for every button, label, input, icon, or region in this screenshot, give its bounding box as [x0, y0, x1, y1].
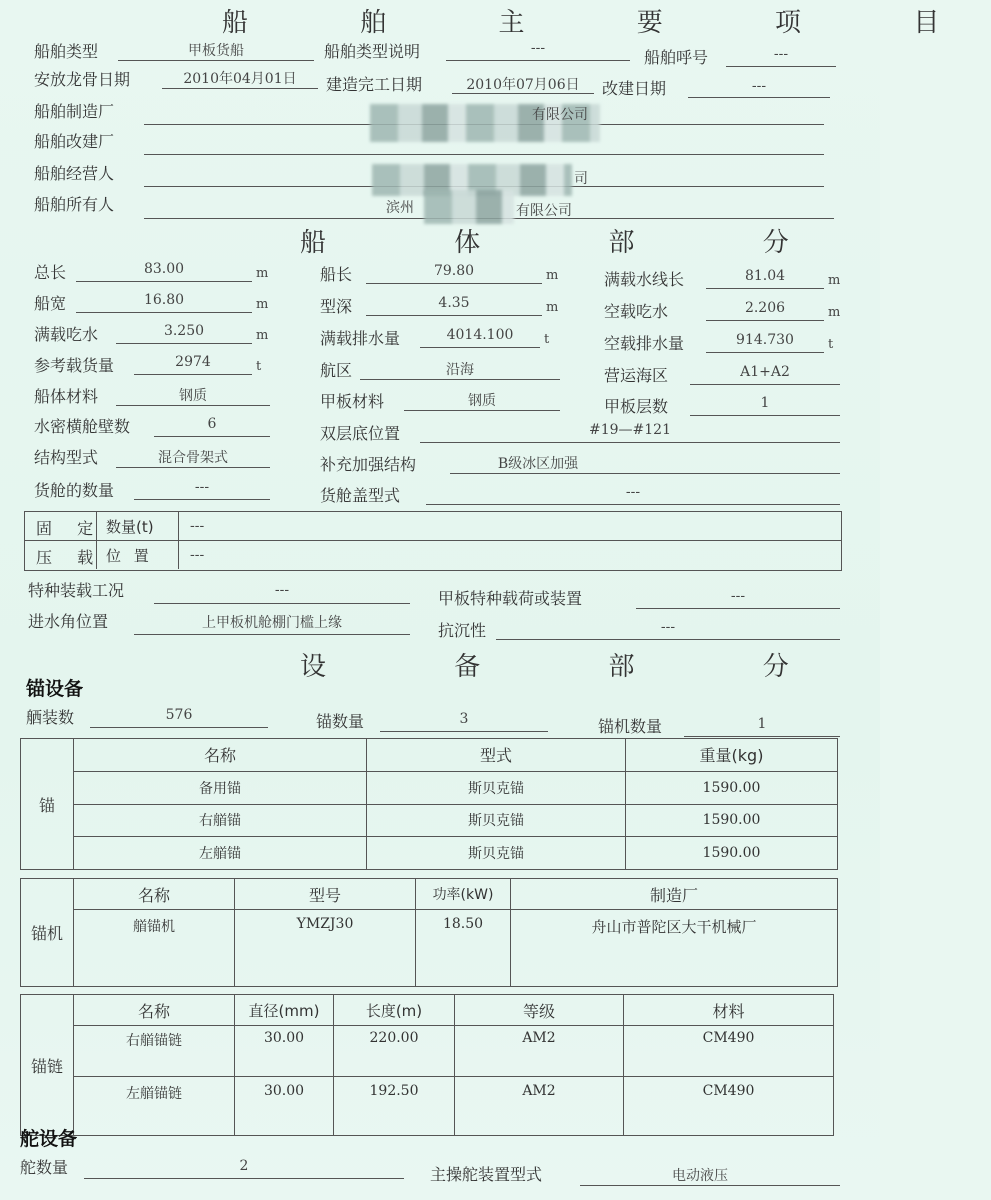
type-desc-label: 船舶类型说明 — [324, 42, 421, 61]
ballast-label-1: 固 定 — [36, 519, 104, 538]
light-draft-label: 空载吃水 — [604, 302, 669, 321]
loa-value: 83.00 — [143, 261, 185, 277]
completion-value: 2010年07月06日 — [466, 77, 580, 93]
ballast-pos-label: 位 置 — [106, 547, 153, 565]
full-draft-unit: m — [256, 328, 269, 343]
windlass-col-maker: 制造厂 — [511, 879, 838, 910]
light-draft-unit: m — [828, 305, 841, 320]
ballast-qty-label: 数量(t) — [106, 518, 154, 536]
nav-area-value: 沿海 — [446, 362, 474, 378]
depth-value: 4.35 — [438, 295, 470, 311]
anchor-col-weight: 重量(kg) — [626, 739, 838, 772]
windlass-col-model: 型号 — [235, 879, 416, 910]
chain-grade: AM2 — [455, 1026, 624, 1077]
light-disp-value: 914.730 — [736, 332, 794, 348]
ship-type-value: 甲板货船 — [188, 43, 244, 59]
structure-label: 结构型式 — [34, 448, 99, 467]
owner-label: 船舶所有人 — [34, 195, 115, 214]
double-bottom-label: 双层底位置 — [320, 424, 401, 443]
beam-value: 16.80 — [143, 292, 185, 308]
lwl-unit: m — [828, 273, 841, 288]
table-row — [21, 1077, 834, 1136]
chain-col-name: 名称 — [74, 995, 235, 1026]
holds-value: --- — [194, 479, 210, 495]
redacted-owner — [424, 190, 514, 224]
full-disp-unit: t — [544, 332, 550, 347]
outfit-label: 舾装数 — [26, 708, 75, 727]
anchor-name: 备用锚 — [74, 771, 367, 804]
outfit-value: 576 — [165, 707, 193, 723]
deck-layers-label: 甲板层数 — [604, 397, 669, 416]
anchor-table-label: 锚 — [21, 739, 74, 870]
chain-length: 220.00 — [334, 1026, 455, 1077]
chain-col-grade: 等级 — [455, 995, 624, 1026]
deck-mat-label: 甲板材料 — [320, 392, 385, 411]
call-sign-label: 船舶呼号 — [644, 48, 709, 67]
table-row — [21, 804, 838, 837]
depth-unit: m — [546, 300, 559, 315]
windlass-maker: 舟山市普陀区大干机械厂 — [511, 910, 838, 987]
light-draft-value: 2.206 — [744, 300, 786, 316]
full-disp-label: 满载排水量 — [320, 329, 401, 348]
table-row — [21, 910, 838, 987]
builder-label: 船舶制造厂 — [34, 102, 115, 121]
chain-table — [20, 994, 834, 1136]
light-disp-unit: t — [828, 337, 834, 352]
chain-material: CM490 — [624, 1026, 834, 1077]
chain-name: 左艏锚链 — [74, 1077, 235, 1136]
windlass-count-value: 1 — [757, 716, 767, 732]
length-label: 船长 — [320, 265, 353, 284]
deck-special-label: 甲板特种载荷或装置 — [438, 589, 583, 608]
chain-col-length: 长度(m) — [334, 995, 455, 1026]
chain-length: 192.50 — [334, 1077, 455, 1136]
reinforce-value: B级冰区加强 — [497, 456, 579, 472]
full-draft-value: 3.250 — [163, 323, 205, 339]
depth-label: 型深 — [320, 297, 353, 316]
ref-cargo-label: 参考载货量 — [34, 356, 115, 375]
anchor-weight: 1590.00 — [626, 804, 838, 837]
anchor-col-type: 型式 — [367, 739, 626, 772]
chain-diameter: 30.00 — [235, 1026, 334, 1077]
call-sign-value: --- — [773, 46, 789, 62]
windlass-model: YMZJ30 — [235, 910, 416, 987]
antisink-value: --- — [660, 619, 676, 635]
beam-unit: m — [256, 297, 269, 312]
op-sea-label: 营运海区 — [604, 366, 669, 385]
operator-suffix: 司 — [574, 171, 588, 187]
ballast-pos-value: --- — [190, 547, 205, 563]
anchor-section-label: 锚设备 — [26, 678, 84, 700]
hull-mat-label: 船体材料 — [34, 387, 99, 406]
anchor-count-label: 锚数量 — [316, 712, 365, 731]
operator-label: 船舶经营人 — [34, 164, 115, 183]
flood-label: 进水角位置 — [28, 612, 109, 631]
deck-mat-value: 钢质 — [468, 393, 496, 409]
antisink-label: 抗沉性 — [438, 621, 487, 640]
rudder-count-value: 2 — [239, 1158, 249, 1174]
lwl-label: 满载水线长 — [604, 270, 685, 289]
chain-table-label: 锚链 — [21, 995, 74, 1136]
length-unit: m — [546, 268, 559, 283]
anchor-type: 斯贝克锚 — [367, 837, 626, 870]
full-disp-value: 4014.100 — [446, 327, 514, 343]
anchor-name: 左艏锚 — [74, 837, 367, 870]
bulkheads-value: 6 — [207, 416, 217, 432]
table-row — [21, 837, 838, 870]
structure-value: 混合骨架式 — [158, 450, 228, 466]
ref-cargo-unit: t — [256, 359, 262, 374]
equipment-title: 设 备 部 分 — [300, 652, 849, 682]
anchor-weight: 1590.00 — [626, 837, 838, 870]
deck-layers-value: 1 — [760, 395, 770, 411]
ship-type-label: 船舶类型 — [34, 42, 99, 61]
light-disp-label: 空载排水量 — [604, 334, 685, 353]
windlass-table-label: 锚机 — [21, 879, 74, 987]
type-desc-value: --- — [530, 40, 546, 56]
windlass-power: 18.50 — [416, 910, 511, 987]
chain-col-material: 材料 — [624, 995, 834, 1026]
anchor-name: 右艏锚 — [74, 804, 367, 837]
windlass-col-name: 名称 — [74, 879, 235, 910]
rebuild-value: --- — [751, 78, 767, 94]
holds-label: 货舱的数量 — [34, 481, 115, 500]
reinforce-label: 补充加强结构 — [320, 455, 417, 474]
windlass-col-power: 功率(kW) — [416, 879, 511, 910]
chain-diameter: 30.00 — [235, 1077, 334, 1136]
special-load-value: --- — [274, 582, 290, 598]
chain-material: CM490 — [624, 1077, 834, 1136]
main-title: 船 舶 主 要 项 目 — [222, 8, 991, 38]
ref-cargo-value: 2974 — [175, 354, 211, 370]
owner-suffix: 有限公司 — [516, 203, 572, 219]
keel-date-label: 安放龙骨日期 — [34, 70, 131, 89]
ballast-label-2: 压 载 — [36, 548, 104, 567]
hatch-label: 货舱盖型式 — [320, 486, 401, 505]
double-bottom-value: #19—#121 — [589, 422, 671, 438]
table-row — [21, 1026, 834, 1077]
rebuild-label: 改建日期 — [602, 79, 667, 98]
completion-label: 建造完工日期 — [326, 75, 423, 94]
length-value: 79.80 — [433, 263, 475, 279]
anchor-table — [20, 738, 838, 870]
table-row — [21, 771, 838, 804]
keel-date-value: 2010年04月01日 — [183, 71, 297, 87]
anchor-weight: 1590.00 — [626, 771, 838, 804]
steering-gear-value: 电动液压 — [672, 1168, 728, 1184]
chain-grade: AM2 — [455, 1077, 624, 1136]
chain-col-diameter: 直径(mm) — [235, 995, 334, 1026]
anchor-col-name: 名称 — [74, 739, 367, 772]
deck-special-value: --- — [730, 588, 746, 604]
hatch-value: --- — [625, 484, 641, 500]
modifier-label: 船舶改建厂 — [34, 132, 115, 151]
bulkheads-label: 水密横舱壁数 — [34, 417, 131, 436]
chain-name: 右艏锚链 — [74, 1026, 235, 1077]
builder-suffix: 有限公司 — [532, 107, 588, 123]
op-sea-value: A1+A2 — [740, 364, 790, 380]
owner-prefix: 滨州 — [386, 200, 414, 216]
rudder-section-label: 舵设备 — [20, 1128, 78, 1150]
loa-unit: m — [256, 266, 269, 281]
anchor-type: 斯贝克锚 — [367, 804, 626, 837]
windlass-table — [20, 878, 838, 987]
special-load-label: 特种装载工况 — [28, 581, 125, 600]
full-draft-label: 满载吃水 — [34, 325, 99, 344]
lwl-value: 81.04 — [744, 268, 786, 284]
hull-title: 船 体 部 分 — [300, 228, 849, 258]
windlass-count-label: 锚机数量 — [598, 717, 663, 736]
hull-mat-value: 钢质 — [179, 388, 207, 404]
flood-value: 上甲板机舱棚门槛上缘 — [202, 615, 342, 631]
anchor-count-value: 3 — [459, 711, 469, 727]
beam-label: 船宽 — [34, 294, 67, 313]
ballast-qty-value: --- — [190, 518, 205, 534]
steering-gear-label: 主操舵装置型式 — [430, 1165, 543, 1184]
loa-label: 总长 — [34, 263, 67, 282]
rudder-count-label: 舵数量 — [20, 1158, 69, 1177]
nav-area-label: 航区 — [320, 361, 353, 380]
windlass-name: 艏锚机 — [74, 910, 235, 987]
anchor-type: 斯贝克锚 — [367, 771, 626, 804]
